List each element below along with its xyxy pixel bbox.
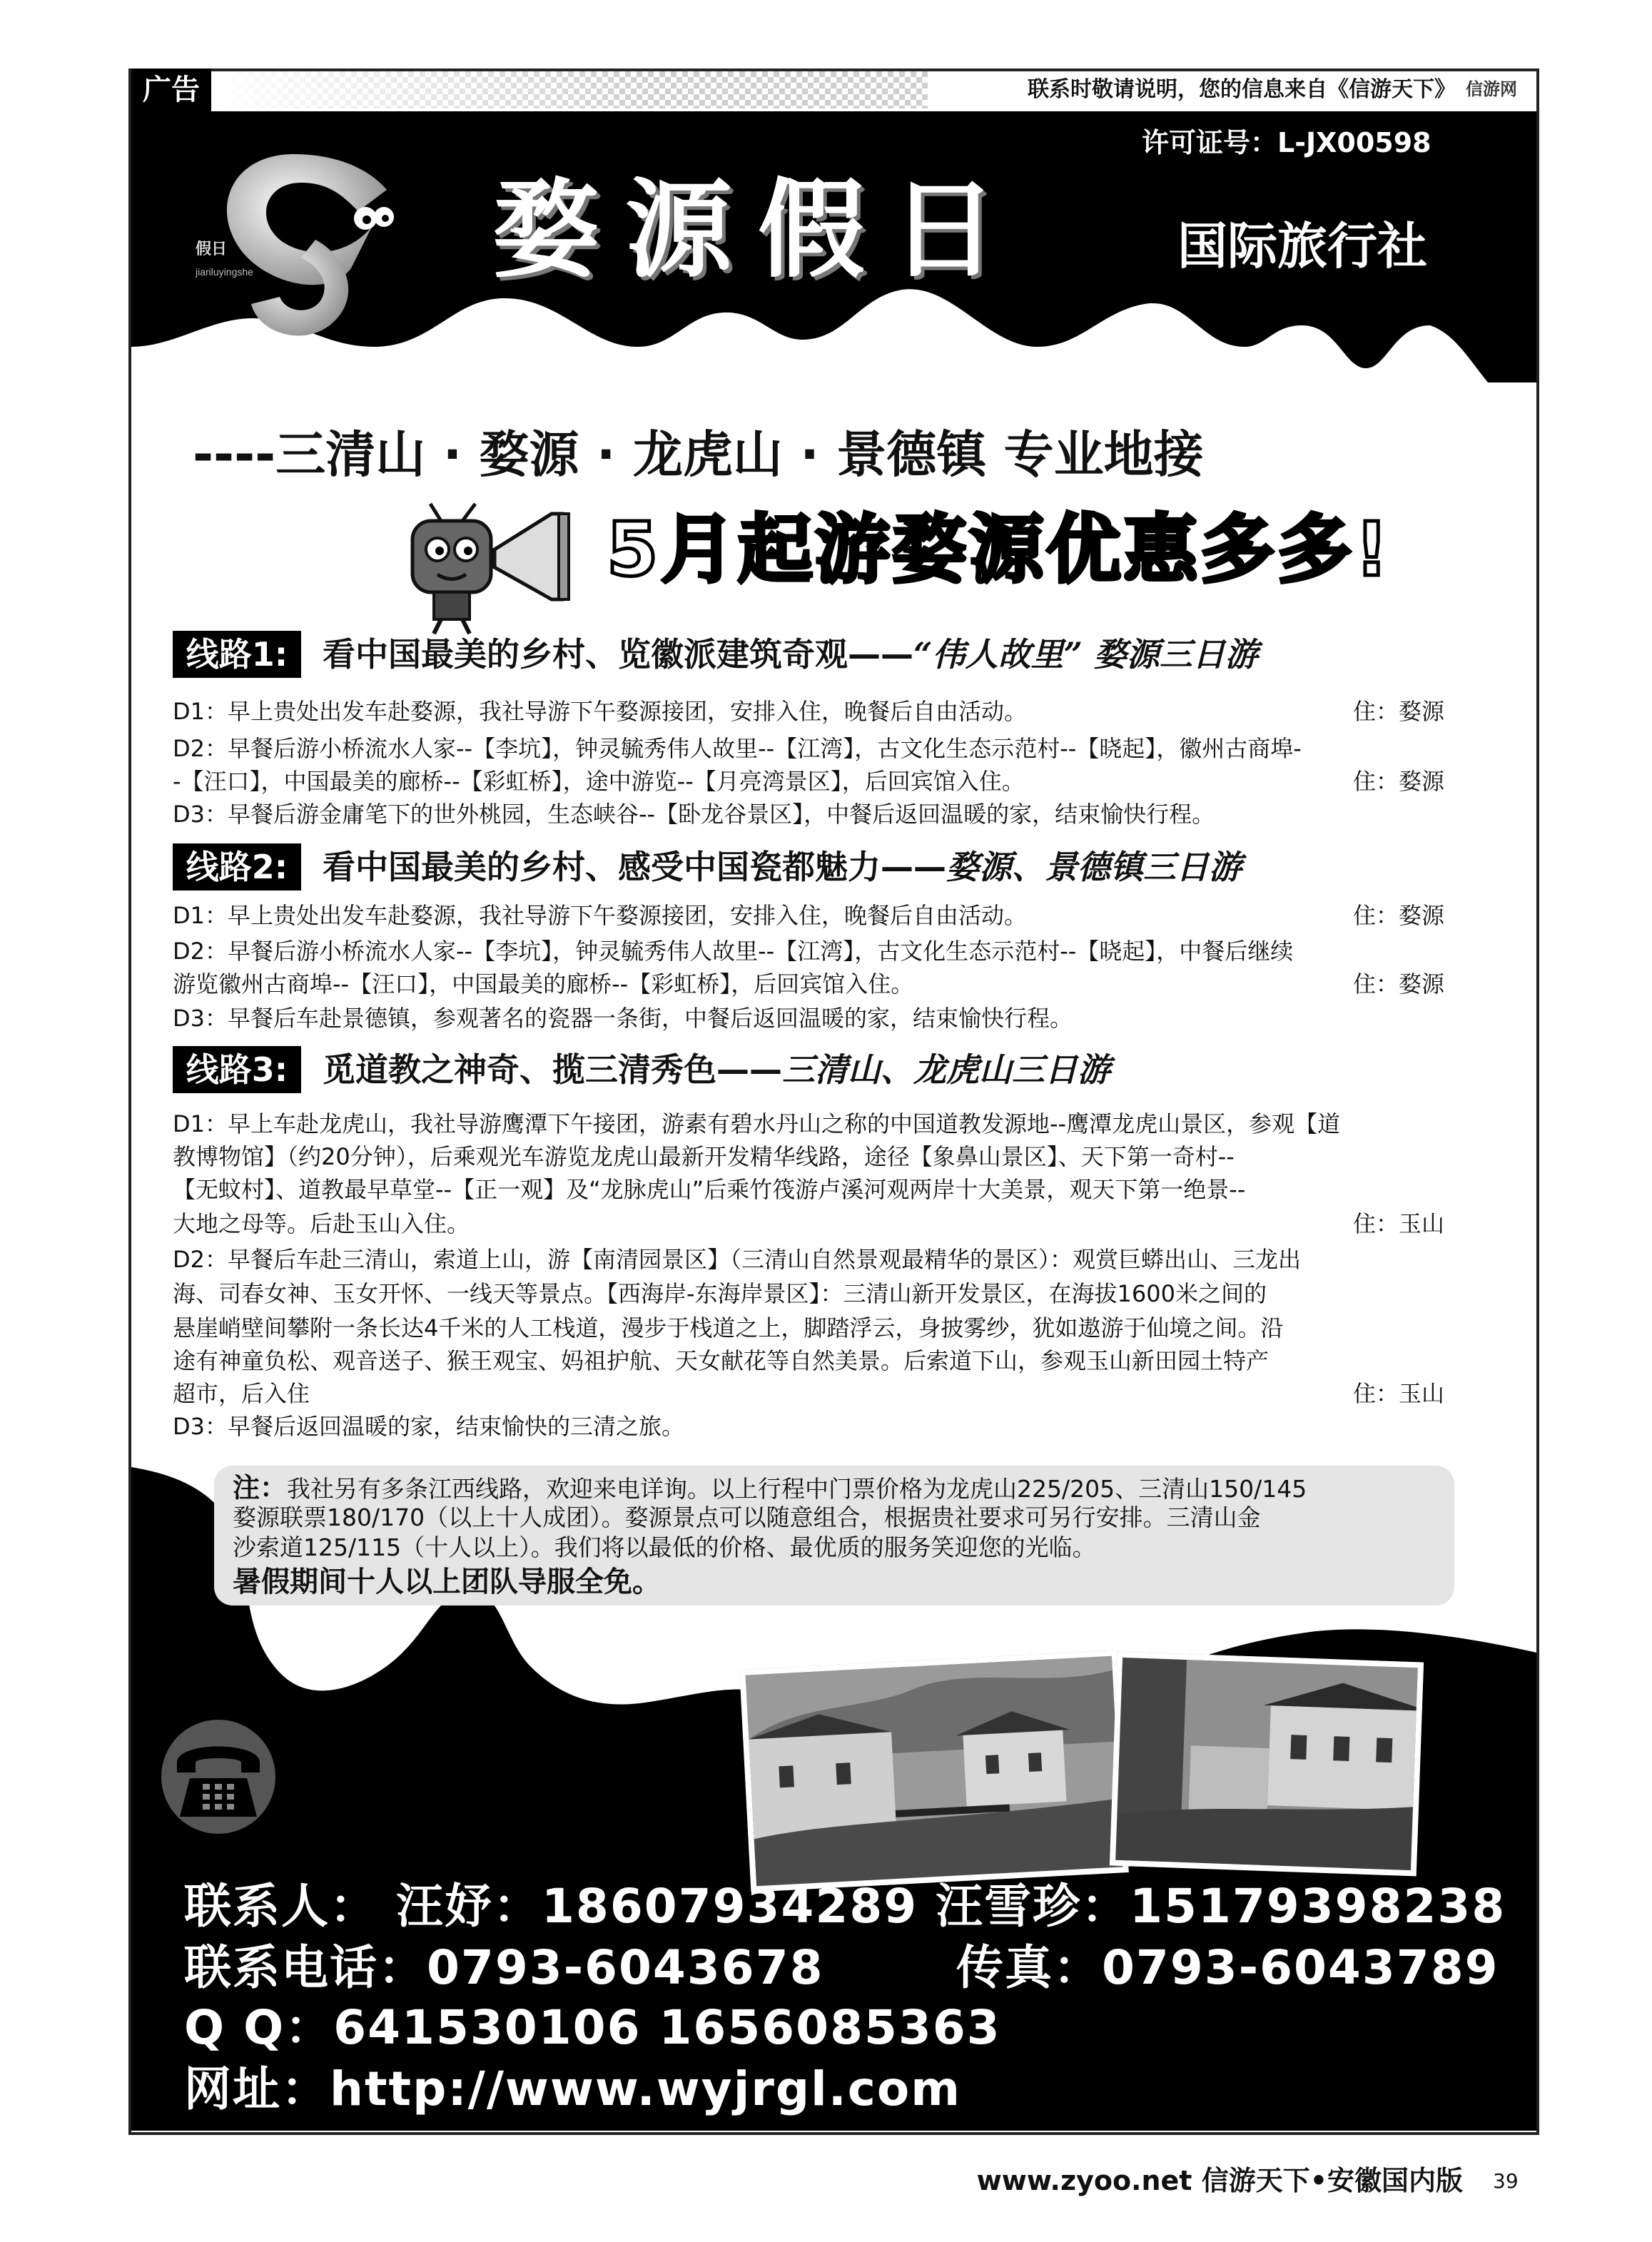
telephone-icon bbox=[161, 1713, 275, 1841]
route-3-day-line: D2：早餐后车赴三清山，索道上山，游【南清园景区】（三清山自然景观最精华的景区）：观赏巨蟒出山、三龙出 bbox=[173, 1246, 1302, 1273]
route-1-day-line: -【汪口】，中国最美的廊桥--【彩虹桥】，途中游览--【月亮湾景区】，后回宾馆入住。 bbox=[173, 768, 1025, 795]
route-1-day-line: D1：早上贵处出发车赴婺源，我社导游下午婺源接团，安排入住，晚餐后自由活动。 bbox=[173, 698, 1028, 725]
slogan: ----三清山 · 婺源 · 龙虎山 · 景德镇 专业地接 bbox=[193, 425, 1204, 484]
route-2-title bbox=[323, 843, 1493, 891]
route-2-day-line: 游览徽州古商埠--【汪口】，中国最美的廊桥--【彩虹桥】，后回宾馆入住。 bbox=[173, 970, 914, 998]
route-3-day-line: D1：早上车赴龙虎山，我社导游鹰潭下午接团，游素有碧水丹山之称的中国道教发源地--鹰潭龙虎山景区，参观【道 bbox=[173, 1110, 1341, 1137]
village-scene-icon bbox=[746, 1656, 1123, 1886]
contact-qq: Q Q：641530106 1656085363 bbox=[184, 2000, 1001, 2055]
svg-text:假日: 假日 bbox=[196, 240, 228, 258]
route-3-day-line: 【无蚊村】、道教最早草堂--【正一观】及“龙脉虎山”后乘竹筏游卢溪河观两岸十大美景，观天下第一绝景-- bbox=[173, 1176, 1246, 1203]
route-3-badge: 线路3: bbox=[173, 1046, 301, 1093]
page-number: 39 bbox=[1493, 2169, 1519, 2193]
route-3-title bbox=[323, 1046, 1493, 1093]
mascot-megaphone-icon bbox=[398, 499, 591, 635]
note-line bbox=[233, 1473, 1446, 1503]
note-line: 婺源联票180/170（以上十人成团）。婺源景点可以随意组合，根据贵社要求可另行安排。三清山金 bbox=[233, 1503, 1261, 1531]
magazine-footer: www.zyoo.net 信游天下•安徽国内版 bbox=[976, 2165, 1463, 2196]
note-highlight: 暑假期间十人以上团队导服全免。 bbox=[233, 1566, 661, 1598]
promo-headline: 5月起游婺源优惠多多! bbox=[607, 506, 1392, 593]
company-logo-icon bbox=[187, 133, 415, 347]
note-text: 我社另有多条江西线路，欢迎来电详询。以上行程中门票价格为龙虎山225/205、三清山150/145 bbox=[287, 1475, 1307, 1503]
contact-fax: 传真：0793-6043789 bbox=[956, 1940, 1499, 1995]
route-2-day-line: D2：早餐后游小桥流水人家--【李坑】，钟灵毓秀伟人故里--【江湾】，古文化生态示范村--【晓起】，中餐后继续 bbox=[173, 938, 1294, 965]
svg-text:jiariluyingshe: jiariluyingshe bbox=[196, 266, 253, 278]
route-2-badge: 线路2: bbox=[173, 843, 301, 891]
route-3-title-suffix: 三清山、龙虎山三日游 bbox=[782, 1050, 1110, 1089]
contact-phone: 联系电话：0793-6043678 bbox=[184, 1940, 824, 1995]
route-1-day-line: D3：早餐后游金庸笔下的世外桃园，生态峡谷--【卧龙谷景区】，中餐后返回温暖的家，结束愉快行程。 bbox=[173, 801, 1215, 828]
note-label: 注： bbox=[233, 1472, 288, 1503]
brand-subtitle: 国际旅行社 bbox=[1177, 217, 1427, 275]
route-3-day-line: 途有神童负松、观音送子、猴王观宝、妈祖护航、天女献花等自然美景。后索道下山，参观玉山新田园土特产 bbox=[173, 1347, 1270, 1374]
route-2-day-line: D1：早上贵处出发车赴婺源，我社导游下午婺源接团，安排入住，晚餐后自由活动。 bbox=[173, 902, 1028, 929]
route-1-title bbox=[323, 631, 1493, 678]
route-3-day-line: 悬崖峭壁间攀附一条长达4千米的人工栈道，漫步于栈道之上，脚踏浮云，身披雾纱，犹如遨游于仙境之间。沿 bbox=[173, 1314, 1284, 1341]
route-3-stay: 住：玉山 bbox=[1353, 1380, 1445, 1407]
publication-logo: 信游网 bbox=[1466, 79, 1517, 99]
route-2-stay: 住：婺源 bbox=[1353, 902, 1445, 929]
contact-persons: 联系人： 汪妤：18607934289 汪雪珍：15179398238 bbox=[184, 1879, 1506, 1934]
route-2-title-suffix: 婺源、景德镇三日游 bbox=[946, 848, 1242, 886]
license-number: 许可证号：L-JX00598 bbox=[1142, 127, 1431, 158]
note-line: 沙索道125/115（十人以上）。我们将以最低的价格、最优质的服务笑迎您的光临。 bbox=[233, 1533, 1096, 1561]
route-3-stay: 住：玉山 bbox=[1353, 1210, 1445, 1237]
village-photo-2 bbox=[1110, 1652, 1424, 1877]
route-1-title-suffix: “伟人故里” 婺源三日游 bbox=[913, 635, 1258, 674]
route-3-title-main: 觅道教之神奇、揽三清秀色—— bbox=[323, 1050, 782, 1089]
route-3-day-line: D3：早餐后返回温暖的家，结束愉快的三清之旅。 bbox=[173, 1413, 685, 1440]
village-photo-1 bbox=[739, 1650, 1129, 1892]
ad-tag: 广告 bbox=[131, 69, 211, 111]
checker-pattern bbox=[214, 71, 928, 108]
route-3-day-line: 教博物馆】（约20分钟），后乘观光车游览龙虎山最新开发精华线路，途径【象鼻山景区】、天下第一奇村-- bbox=[173, 1143, 1235, 1170]
route-1-badge: 线路1: bbox=[173, 631, 301, 678]
route-2-day-line: D3：早餐后车赴景德镇，参观著名的瓷器一条街，中餐后返回温暖的家，结束愉快行程。 bbox=[173, 1005, 1073, 1032]
brand-name: 婺源假日 bbox=[492, 167, 1024, 293]
route-1-stay: 住：婺源 bbox=[1353, 768, 1445, 795]
route-2-stay: 住：婺源 bbox=[1353, 970, 1445, 998]
route-3-day-line: 大地之母等。后赴玉山入住。 bbox=[173, 1210, 470, 1237]
village-scene-icon bbox=[1115, 1658, 1418, 1870]
route-2-title-main: 看中国最美的乡村、感受中国瓷都魅力—— bbox=[323, 848, 946, 886]
route-3-day-line: 超市，后入住 bbox=[173, 1380, 310, 1407]
route-1-stay: 住：婺源 bbox=[1353, 698, 1445, 725]
route-1-title-main: 看中国最美的乡村、览徽派建筑奇观—— bbox=[323, 635, 913, 674]
route-1-day-line: D2：早餐后游小桥流水人家--【李坑】，钟灵毓秀伟人故里--【江湾】，古文化生态示范村--【晓起】，徽州古商埠- bbox=[173, 735, 1302, 762]
source-note: 联系时敬请说明，您的信息来自《信游天下》 bbox=[1028, 77, 1456, 102]
route-3-day-line: 海、司春女神、玉女开怀、一线天等景点。【西海岸-东海岸景区】：三清山新开发景区，在海拔1600米之间的 bbox=[173, 1280, 1267, 1307]
contact-website[interactable]: 网址：http://www.wyjrgl.com bbox=[184, 2061, 962, 2116]
